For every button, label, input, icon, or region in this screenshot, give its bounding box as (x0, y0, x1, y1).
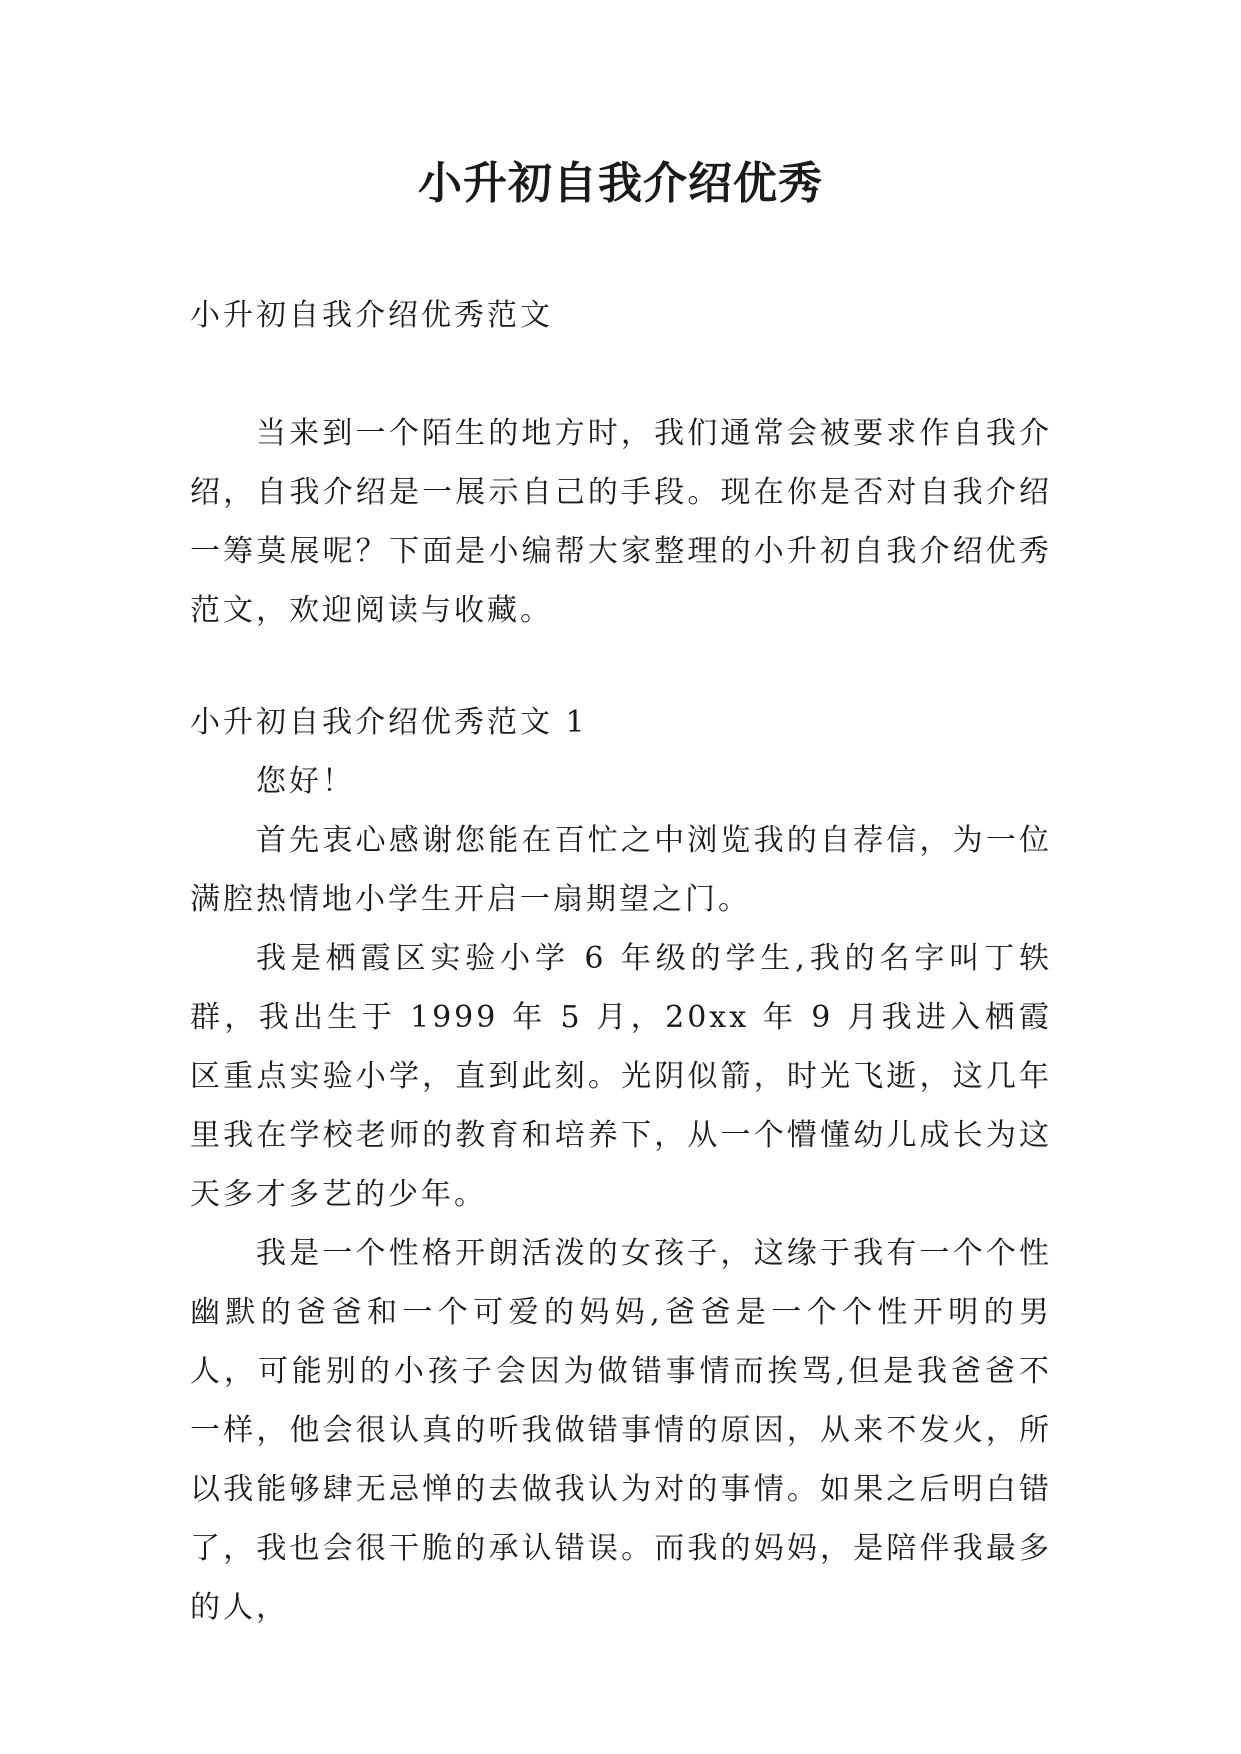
document-subtitle: 小升初自我介绍优秀范文 (190, 298, 553, 333)
document-title: 小升初自我介绍优秀 (418, 158, 823, 209)
greeting-paragraph: 您好！ (256, 764, 355, 799)
body-paragraph: 我是一个性格开朗活泼的女孩子，这缘于我有一个个性幽默的爸爸和一个可爱的妈妈,爸爸是一个个性开明的男人，可能别的小孩子会因为做错事情而挨骂,但是我爸爸不一样，他会很认真的听我做错事情的原因，从来不发火，所以我能够肆无忌惮的去做我认为对的事情。如果之后明白错了，我也会很干脆的承认错误。而我的妈妈，是陪伴我最多的人， (190, 1236, 1052, 1625)
body-paragraph: 我是栖霞区实验小学 6 年级的学生,我的名字叫丁轶群，我出生于 1999 年 5 月，20xx 年 9 月我进入栖霞区重点实验小学，直到此刻。光阴似箭，时光飞逝，这几年里我在学校老师的教育和培养下，从一个懵懂幼儿成长为这天多才多艺的少年。 (190, 941, 1052, 1212)
section-heading: 小升初自我介绍优秀范文 1 (190, 705, 588, 740)
intro-paragraph: 当来到一个陌生的地方时，我们通常会被要求作自我介绍，自我介绍是一展示自己的手段。现在你是否对自我介绍一筹莫展呢？下面是小编帮大家整理的小升初自我介绍优秀范文，欢迎阅读与收藏。 (190, 416, 1052, 628)
document-body (190, 286, 1052, 1637)
body-paragraph: 首先衷心感谢您能在百忙之中浏览我的自荐信，为一位满腔热情地小学生开启一扇期望之门。 (190, 823, 1052, 917)
